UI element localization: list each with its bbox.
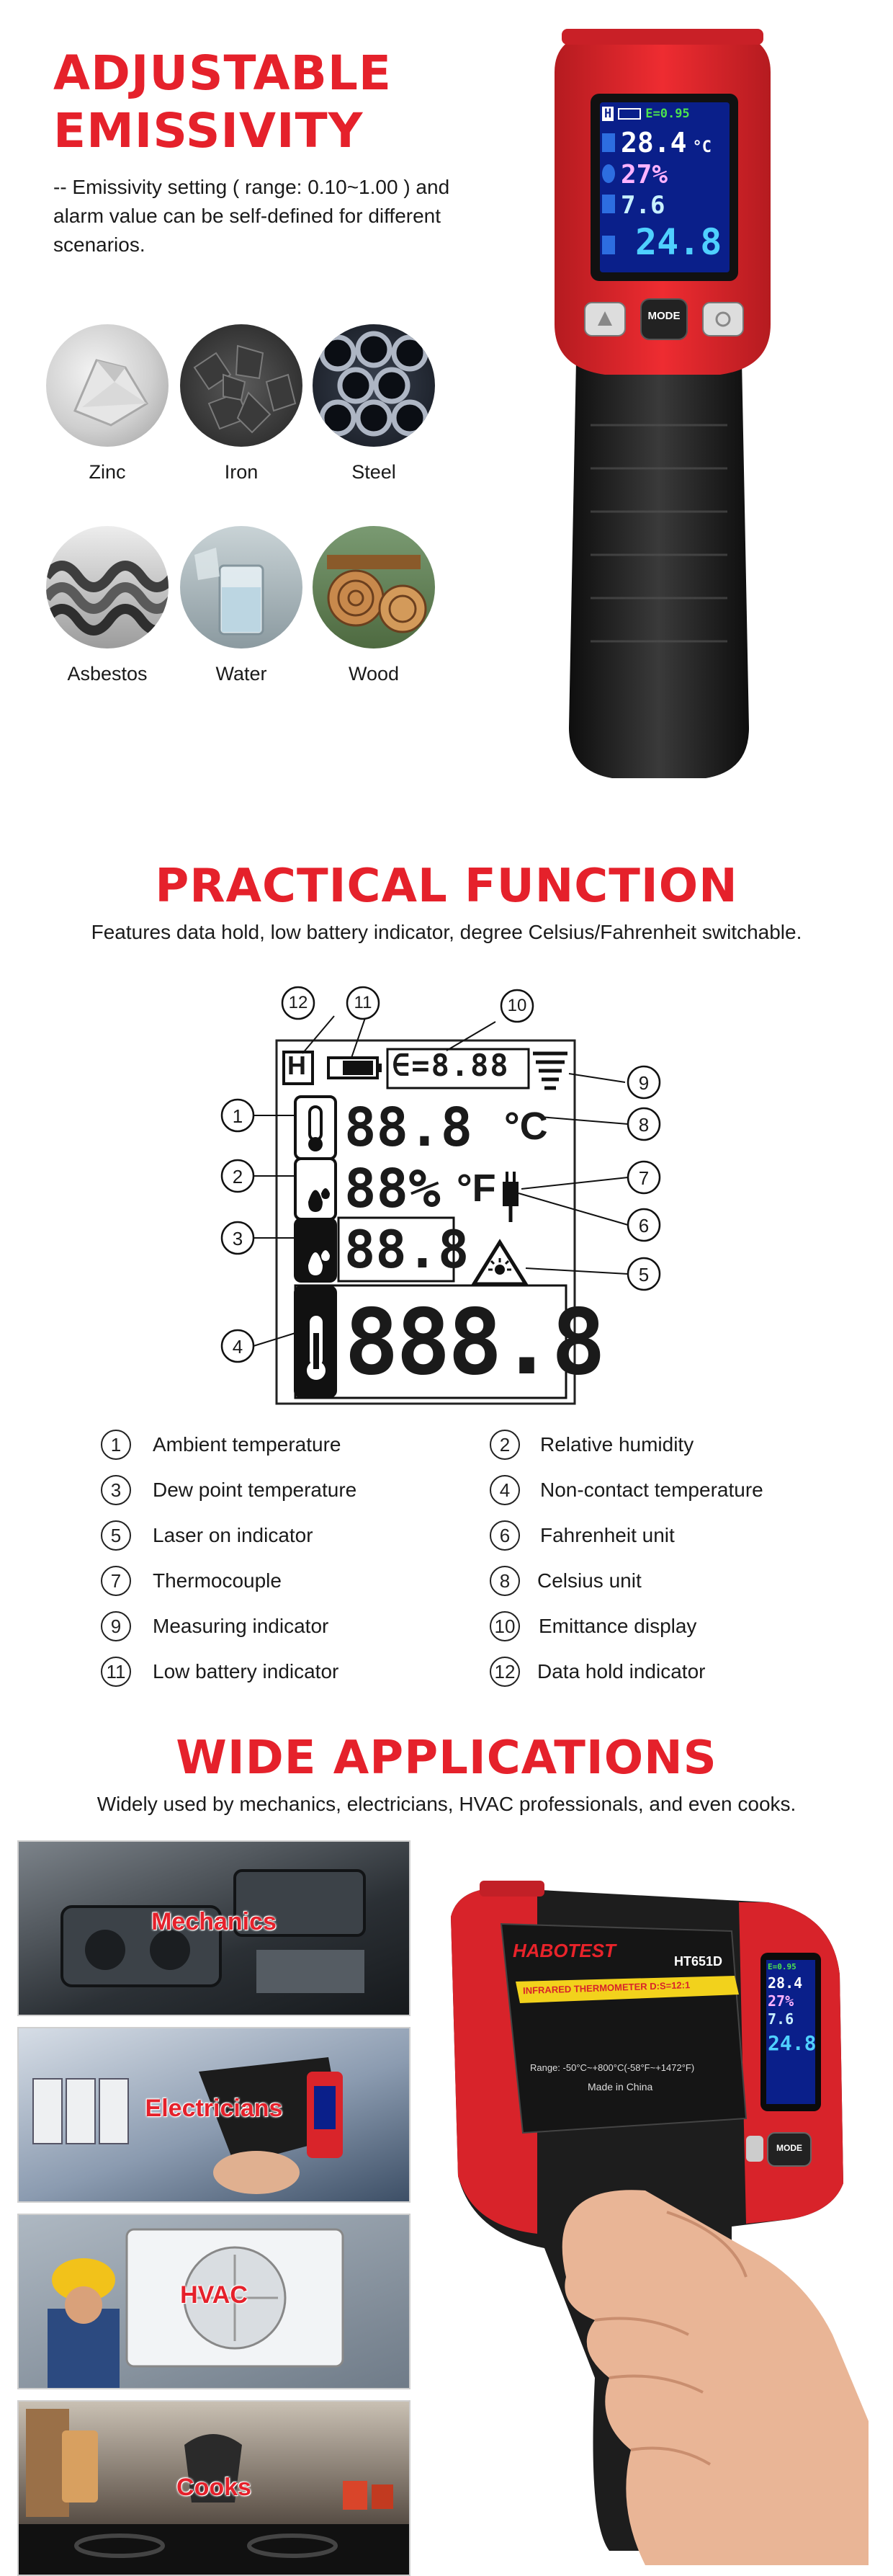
device-hand-screen: [768, 1962, 817, 2055]
emissivity-title: [53, 45, 392, 160]
device-range: Range: -50°C~+800°C(-58°F~+1472°F): [530, 2062, 695, 2073]
legend-text-7: Thermocouple: [153, 1569, 282, 1592]
callout-10: 10: [507, 996, 527, 1015]
steel-image: [313, 324, 435, 447]
device-brand: HABOTEST: [513, 1940, 616, 1961]
legend-num-4: 4: [490, 1475, 520, 1505]
hand-screen-ambient: 28.4: [768, 1974, 803, 1992]
applications-subtitle: Widely used by mechanics, electricians, HVAC professionals, and even cooks.: [97, 1793, 796, 1815]
legend-num-2: 2: [490, 1430, 520, 1460]
applications-title: WIDE APPLICATIONS: [176, 1732, 717, 1785]
callout-3: 3: [232, 1228, 243, 1249]
device-screen-unit: °C: [692, 138, 712, 156]
legend-num-6: 6: [490, 1520, 520, 1551]
thermometer-front-illustration: [533, 22, 785, 793]
device-screen-dew: 7.6: [621, 191, 665, 220]
legend-text-12: Data hold indicator: [537, 1660, 706, 1683]
callout-2: 2: [232, 1166, 243, 1187]
device-origin: Made in China: [588, 2081, 653, 2093]
legend-num-5: 5: [101, 1520, 131, 1551]
material-label-zinc: Zinc: [89, 461, 126, 483]
tile-label-cooks: Cooks: [176, 2474, 251, 2501]
legend-num-9: 9: [101, 1611, 131, 1641]
emissivity-title-line2: EMISSIVITY: [53, 103, 364, 159]
practical-title: PRACTICAL FUNCTION: [155, 860, 738, 913]
material-label-asbestos: Asbestos: [67, 663, 148, 685]
callout-6: 6: [638, 1215, 650, 1236]
thermometer-in-hand-illustration: [429, 1873, 876, 2565]
callout-7: 7: [638, 1167, 650, 1189]
material-label-wood: Wood: [348, 663, 400, 685]
lcd-main: 888.8: [344, 1289, 603, 1395]
legend-num-12: 12: [490, 1657, 520, 1687]
legend-text-4: Non-contact temperature: [540, 1479, 763, 1501]
hand-screen-dew: 7.6: [768, 2010, 794, 2028]
lcd-hold-indicator: H: [287, 1051, 306, 1080]
legend-num-7: 7: [101, 1566, 131, 1596]
device-front-screen: [602, 107, 727, 263]
device-screen-ambient: 28.4: [621, 127, 687, 159]
hand-mode-button[interactable]: MODE: [776, 2143, 802, 2153]
legend-text-2: Relative humidity: [540, 1433, 694, 1456]
tile-label-mechanics: Mechanics: [151, 1908, 277, 1935]
callout-9: 9: [638, 1072, 650, 1094]
mode-button[interactable]: MODE: [647, 310, 681, 322]
legend-text-10: Emittance display: [539, 1615, 697, 1637]
legend-text-9: Measuring indicator: [153, 1615, 329, 1637]
legend-text-6: Fahrenheit unit: [540, 1524, 675, 1546]
legend-num-1: 1: [101, 1430, 131, 1460]
device-screen-main: 24.8: [635, 221, 722, 263]
iron-image: [180, 324, 302, 447]
callout-11: 11: [354, 993, 372, 1012]
lcd-humidity: 88%: [344, 1158, 441, 1220]
emissivity-description: -- Emissivity setting ( range: 0.10~1.00 ) and alarm value can be self-defined for different scenarios.: [53, 176, 450, 256]
device-stripe: INFRARED THERMOMETER D:S=12:1: [522, 1979, 691, 1997]
callout-5: 5: [638, 1264, 650, 1285]
ir-icon: [602, 236, 615, 254]
asbestos-image: [46, 526, 169, 649]
zinc-image: [46, 324, 169, 447]
callout-1: 1: [232, 1105, 243, 1127]
emissivity-title-line1: ADJUSTABLE: [53, 45, 392, 101]
hold-icon: H: [602, 107, 614, 121]
legend-text-11: Low battery indicator: [153, 1660, 339, 1683]
practical-subtitle: Features data hold, low battery indicator, degree Celsius/Fahrenheit switchable.: [91, 921, 802, 943]
device-screen-emissivity: E=0.95: [645, 107, 690, 121]
legend-num-11: 11: [101, 1657, 131, 1687]
legend-text-1: Ambient temperature: [153, 1433, 341, 1456]
legend-num-3: 3: [101, 1475, 131, 1505]
tile-label-hvac: HVAC: [180, 2281, 248, 2309]
material-label-water: Water: [215, 663, 267, 685]
tile-mechanics: [17, 1840, 410, 2016]
tile-cooks: [17, 2400, 410, 2576]
lcd-celsius: °C: [504, 1105, 548, 1148]
lcd-ambient: 88.8: [344, 1097, 473, 1159]
material-label-iron: Iron: [224, 461, 259, 483]
lcd-diagram: [187, 973, 691, 1420]
battery-icon: [618, 108, 641, 120]
hand-screen-humidity: 27%: [768, 1992, 794, 2010]
lcd-dew: 88.8: [344, 1219, 470, 1280]
tile-electricians: [17, 2027, 410, 2203]
tile-hvac: [17, 2214, 410, 2389]
hand-screen-emissivity: E=0.95: [768, 1962, 796, 1971]
legend-num-10: 10: [490, 1611, 520, 1641]
legend-text-5: Laser on indicator: [153, 1524, 313, 1546]
tile-label-electricians: Electricians: [145, 2095, 283, 2122]
legend-num-8: 8: [490, 1566, 520, 1596]
lcd-fahrenheit: °F: [457, 1167, 496, 1210]
dew-icon: [602, 195, 615, 213]
humidity-icon: [602, 164, 615, 183]
callout-4: 4: [232, 1336, 243, 1358]
device-model: HT651D: [674, 1954, 723, 1969]
material-label-steel: Steel: [351, 461, 396, 483]
legend-text-8: Celsius unit: [537, 1569, 642, 1592]
hand-screen-main: 24.8: [768, 2031, 817, 2055]
lcd-emissivity: ∈=8.88: [392, 1048, 510, 1083]
water-image: [180, 526, 302, 649]
device-screen-humidity: 27%: [621, 160, 668, 190]
callout-12: 12: [288, 993, 308, 1012]
callout-8: 8: [638, 1114, 650, 1136]
thermometer-icon: [602, 133, 615, 152]
legend-text-3: Dew point temperature: [153, 1479, 357, 1501]
wood-image: [313, 526, 435, 649]
